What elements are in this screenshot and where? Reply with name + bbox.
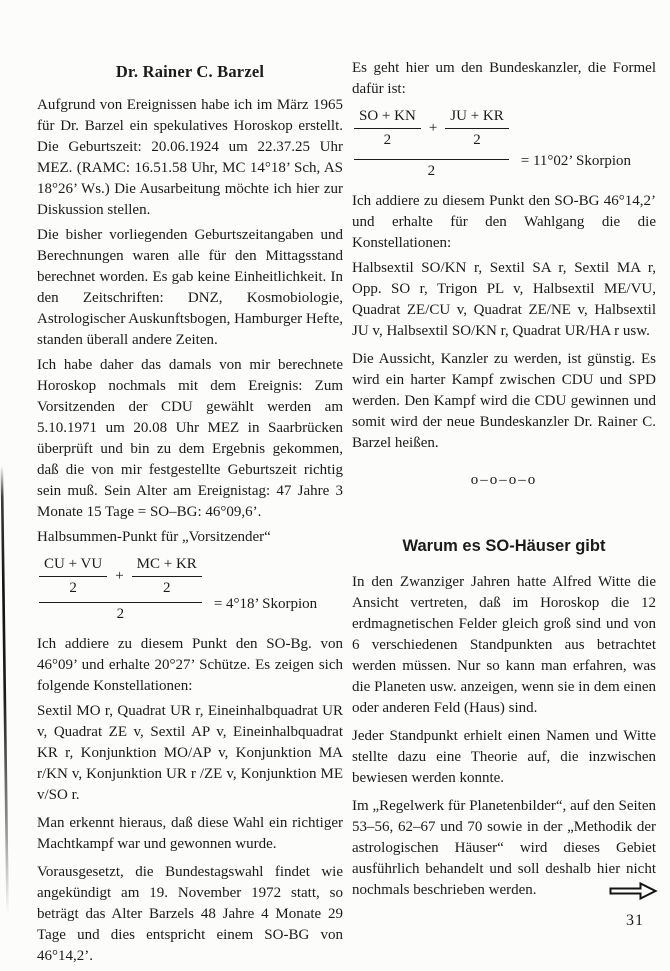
paragraph: Aufgrund von Ereignissen habe ich im März 1965 für Dr. Barzel ein spekulatives Horoskop erstellt. Die Geburtszeit: 20.06.1924 um 22.37.25 Uhr MEZ. (RAMC: 16.51.58 Uhr, MC 14°18’ Sch, AS 18°26’ Ws.) Die Ausarbeitung möchte ich hier zur Diskussion stellen. (37, 97, 343, 218)
formula-denominator: 2 (473, 132, 481, 148)
formula-subfraction (354, 106, 421, 150)
formula-result: = 11°02’ Skorpion (520, 153, 632, 169)
formula-numerator: CU + VU (39, 554, 107, 577)
formula-fraction (39, 554, 202, 624)
formula-outer-denominator: 2 (427, 163, 436, 179)
formula-subfraction (132, 554, 202, 598)
formula-result: = 4°18’ Skorpion (213, 596, 318, 612)
plus-sign: + (428, 120, 438, 136)
paragraph: Jeder Standpunkt erhielt einen Namen und Witte stellte dazu eine Theorie auf, die inzwischen bewiesen werden konnte. (352, 728, 656, 786)
formula-denominator: 2 (383, 132, 392, 148)
left-column (37, 62, 343, 971)
plus-sign: + (115, 568, 124, 584)
paragraph: Man erkennt hieraus, daß diese Wahl ein richtiger Machtkampf war und gewonnen wurde. (37, 815, 343, 852)
formula-numerator: SO + KN (354, 106, 421, 129)
formula-fraction (354, 106, 509, 181)
paragraph: Vorausgesetzt, die Bundestagswahl findet wie angekündigt am 19. November 1972 statt, so beträgt das Alter Barzels 48 Jahre 4 Monate 29 Tage und dies entspricht einem SO-BG von 46°14,2’. (37, 864, 343, 964)
formula-denominator: 2 (162, 580, 171, 596)
article-title: Dr. Rainer C. Barzel (115, 62, 265, 81)
section-divider: o–o–o–o (470, 472, 538, 488)
paragraph: Es geht hier um den Bundeskanzler, die Formel dafür ist: (352, 60, 656, 97)
continuation-arrow-icon (608, 880, 658, 902)
paragraph: Die bisher vorliegenden Geburtszeitangaben und Berechnungen waren alle für den Mittagsstand berechnet worden. Es gab keine Einheitlichkeit. In den Zeitschriften: DNZ, Kosmobiologie, Astrologischer Auskunftsbogen, Hamburger Hefte, standen überall andere Zeiten. (37, 227, 343, 348)
right-column (352, 58, 656, 905)
paragraph: In den Zwanziger Jahren hatte Alfred Witte die Ansicht vertreten, daß im Horoskop die 12 erdmagnetischen Felder gleich groß sind und von 6 verschiedenen Standpunkten aus betrachtet werden müssen. Nur so kann man erfahren, was die Planeten usw. anzeigen, wenn sie in dem einen oder anderen Feld (Haus) sind. (352, 574, 656, 716)
paragraph: Ich addiere zu diesem Punkt den SO-Bg. von 46°09’ und erhalte 20°27’ Schütze. Es zeigen sich folgende Konstellationen: (37, 636, 343, 694)
paragraph: Sextil MO r, Quadrat UR r, Eineinhalbquadrat UR v, Quadrat ZE v, Sextil AP v, Eineinhalbquadrat KR r, Konjunktion MO/AP v, Konjunktion MA r/KN v, Konjunktion UR r /ZE v, Konjunktion ME v/SO r. (37, 703, 343, 803)
halfsum-formula-vorsitzender (39, 554, 343, 624)
formula-label: Halbsummen-Punkt für „Vorsitzender“ (37, 529, 271, 545)
paragraph: Halbsextil SO/KN r, Sextil SA r, Sextil MA r, Opp. SO r, Trigon PL v, Halbsextil ME/VU, Quadrat ZE/CU v, Quadrat ZE/NE v, Halbsextil JU v, Halbsextil SO/KN r, Quadrat UR/HA r usw. (352, 260, 656, 339)
formula-numerator: MC + KR (132, 554, 202, 577)
paragraph: Ich addiere zu diesem Punkt den SO-BG 46°14,2’ und erhalte für den Wahlgang die die Konstellationen: (352, 193, 656, 251)
section-title: Warum es SO-Häuser gibt (402, 537, 606, 555)
page-number: 31 (626, 912, 644, 929)
paragraph: Die Aussicht, Kanzler zu werden, ist günstig. Es wird ein harter Kampf zwischen CDU und SPD werden. Den Kampf wird die CDU gewinnen und somit wird der neue Bundeskanzler Dr. Rainer C. Barzel heißen. (352, 351, 656, 451)
formula-subfraction (39, 554, 107, 598)
formula-numerator: JU + KR (445, 106, 508, 129)
paragraph: Im „Regelwerk für Planetenbilder“, auf den Seiten 53–56, 62–67 und 70 sowie in der „Methodik der astrologischen Häuser“ wird dieses Gebiet ausführlich behandelt und soll deshalb hier nicht nochmals beschrieben werden. (352, 798, 656, 898)
formula-outer-denominator: 2 (116, 606, 125, 622)
formula-denominator: 2 (69, 580, 77, 596)
fraction-bar (39, 602, 202, 603)
paragraph: Ich habe daher das damals von mir berechnete Horoskop nochmals mit dem Ereignis: Zum Vorsitzenden der CDU gewählt werden am 5.10.1971 um 20.08 Uhr MEZ in Saarbrücken überprüft und bin zu dem Ergebnis gekommen, daß die von mir festgestellte Geburtszeit richtig sein muß. Sein Alter am Ereignistag: 47 Jahre 3 Monate 15 Tage = SO–BG: 46°09,6’. (37, 357, 343, 520)
halfsum-formula-bundeskanzler (354, 106, 656, 181)
fraction-bar (354, 159, 509, 160)
formula-subfraction (445, 106, 508, 150)
scan-artifact-streak (0, 466, 9, 914)
